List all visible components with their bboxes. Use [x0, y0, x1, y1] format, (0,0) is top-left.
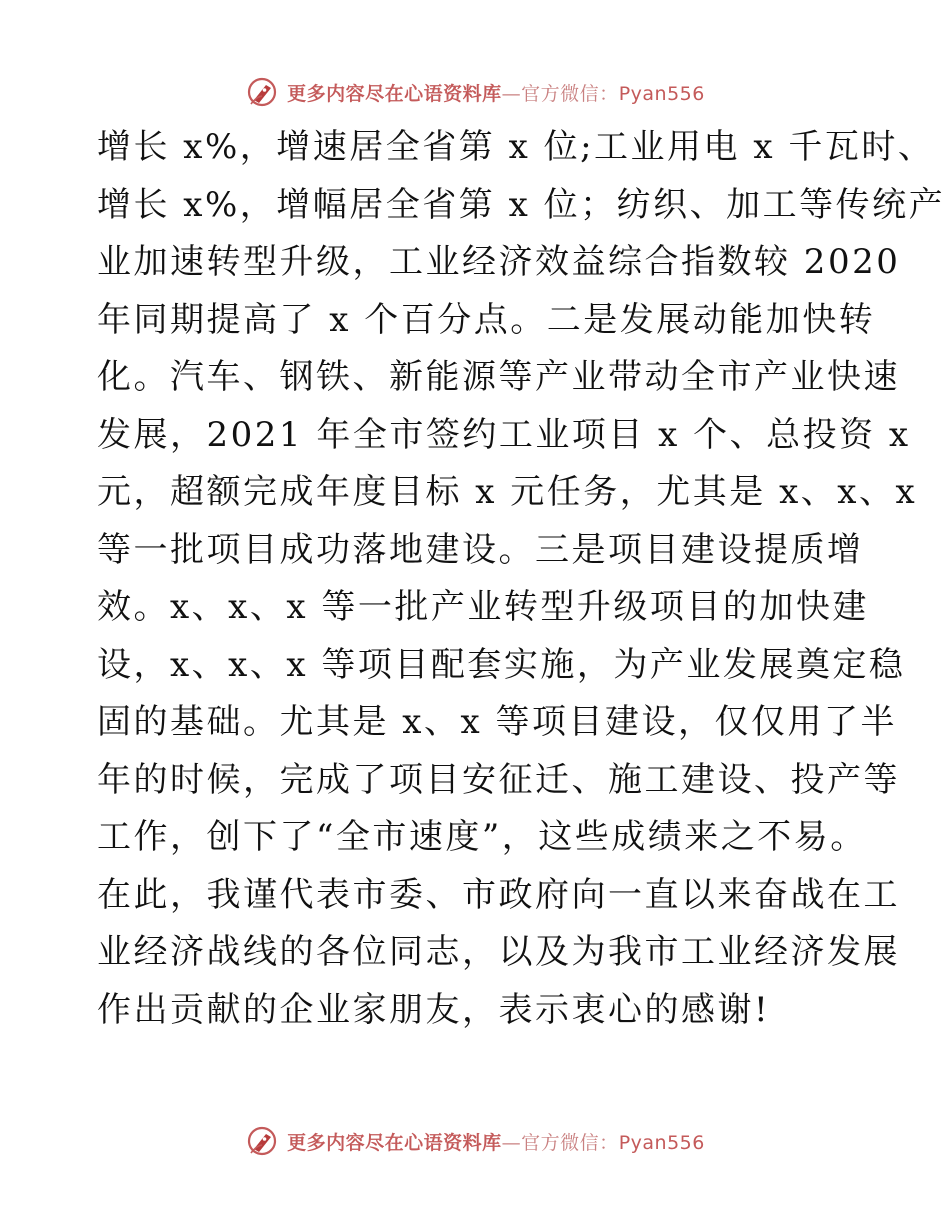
text-line: 年同期提高了 x 个百分点。二是发展动能加快转	[97, 299, 876, 340]
watermark-text	[287, 1128, 705, 1155]
watermark-main: 更多内容尽在心语资料库	[287, 1131, 502, 1154]
header-watermark	[0, 72, 950, 112]
footer-watermark	[0, 1121, 950, 1161]
pen-nib-circle-icon	[245, 1124, 279, 1158]
text-line: 效。x、x、x 等一批产业转型升级项目的加快建	[97, 587, 869, 627]
text-line: 增长 x%，增幅居全省第 x 位；纺织、加工等传统产	[97, 184, 946, 225]
text-line: 等一批项目成功落地建设。三是项目建设提质增	[97, 529, 864, 570]
text-line: 工作，创下了“全市速度”，这些成绩来之不易。	[97, 817, 867, 857]
text-line: 年的时候，完成了项目安征迁、施工建设、投产等	[97, 759, 900, 800]
text-line: 固的基础。尤其是 x、x 等项目建设，仅仅用了半	[97, 702, 897, 742]
text-line: 元，超额完成年度目标 x 元任务，尤其是 x、x、x	[97, 472, 918, 512]
watermark-dash: —	[501, 82, 522, 105]
watermark-text	[287, 79, 705, 106]
watermark-main: 更多内容尽在心语资料库	[287, 82, 502, 105]
text-line: 业加速转型升级，工业经济效益综合指数较 2020	[97, 242, 901, 282]
text-line: 增长 x%，增速居全省第 x 位;工业用电 x 千瓦时、	[97, 127, 935, 167]
watermark-label: 官方微信：	[521, 1131, 619, 1154]
watermark-dash: —	[501, 1131, 522, 1154]
text-line: 作出贡献的企业家朋友，表示衷心的感谢!	[97, 989, 771, 1030]
watermark-id: Pyan556	[618, 1131, 705, 1154]
text-line: 设，x、x、x 等项目配套实施，为产业发展奠定稳	[97, 644, 906, 685]
watermark-id: Pyan556	[618, 82, 705, 105]
text-line: 发展，2021 年全市签约工业项目 x 个、总投资 x	[97, 414, 911, 455]
watermark-label: 官方微信：	[521, 82, 619, 105]
text-line: 业经济战线的各位同志，以及为我市工业经济发展	[97, 932, 900, 972]
text-line: 化。汽车、钢铁、新能源等产业带动全市产业快速	[97, 357, 900, 397]
text-line: 在此，我谨代表市委、市政府向一直以来奋战在工	[97, 874, 900, 915]
document-body	[97, 119, 946, 1039]
pen-nib-circle-icon	[245, 75, 279, 109]
